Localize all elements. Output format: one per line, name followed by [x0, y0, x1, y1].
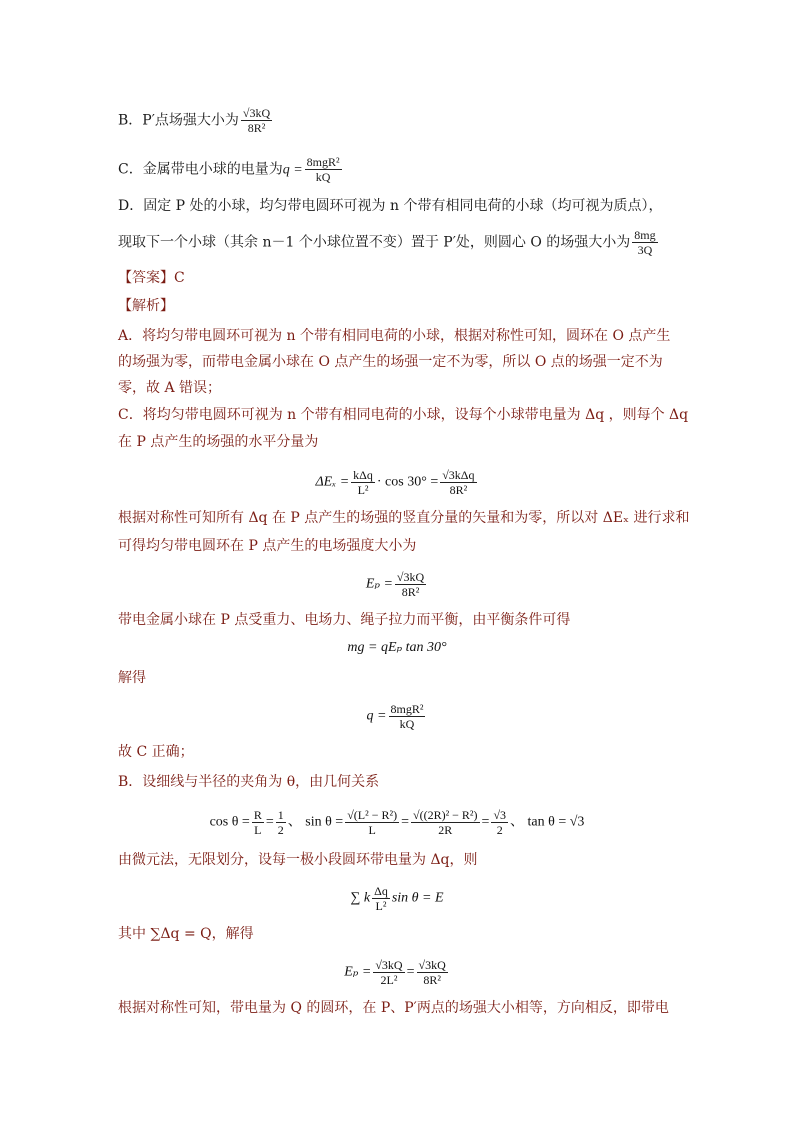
eq5-n5: √3 — [493, 808, 507, 822]
equation-4 — [0, 702, 794, 731]
option-b-numerator: √3kQ — [242, 106, 271, 120]
eq7-eq: = — [406, 964, 415, 980]
option-c-prefix: C． — [118, 161, 143, 178]
eq5-n2: 1 — [277, 808, 284, 822]
eq5-d3: L — [368, 823, 376, 837]
eq5-frac3 — [345, 808, 399, 837]
para-c3: 带电金属小球在 P 点受重力、电场力、绳子拉力而平衡，由平衡条件可得 — [118, 612, 571, 628]
para-c-line2: 在 P 点产生的场强的水平分量为 — [118, 434, 319, 450]
option-c-denominator: kQ — [315, 170, 331, 184]
eq1-mid: · cos 30° = — [376, 474, 439, 490]
equation-2 — [0, 570, 794, 599]
equation-6 — [0, 884, 794, 913]
option-d-numerator: 8mg — [634, 228, 656, 242]
eq5-p1: cos θ = — [209, 814, 250, 830]
para-b4: 根据对称性可知，带电量为 Q 的圆环，在 P、P′两点的场强大小相等，方向相反，即带电 — [118, 1000, 669, 1016]
eq5-p3: 、 sin θ = — [287, 814, 344, 830]
para-a-line3: 零，故 A 错误； — [118, 380, 222, 396]
eq6-rest: sin θ = E — [391, 890, 444, 906]
eq7-frac2 — [417, 958, 448, 987]
option-c-numerator: 8mgR² — [306, 155, 340, 169]
eq7-d2: 8R² — [423, 973, 441, 987]
eq2-den: 8R² — [401, 585, 420, 599]
option-d-line2 — [118, 228, 660, 257]
option-d-line2-text: 现取下一个小球（其余 n－1 个小球位置不变）置于 P′处，则圆心 O 的场强大小为 — [118, 234, 631, 251]
option-c — [118, 155, 344, 184]
option-b-fraction — [241, 106, 272, 135]
option-b-prefix: B． — [118, 112, 143, 129]
analysis-label: 【解析】 — [118, 298, 174, 314]
eq1-n2: √3kΔq — [442, 468, 475, 482]
answer-value: C — [174, 270, 185, 286]
option-c-fraction — [305, 155, 342, 184]
eq5-n1: R — [253, 808, 262, 822]
eq5-d4: 2R — [438, 823, 453, 837]
eq2-lhs: Eₚ = — [365, 576, 393, 592]
eq7-n2: √3kQ — [418, 958, 446, 972]
para-c-line1: C．将均匀带电圆环可视为 n 个带有相同电荷的小球，设每个小球带电量为 Δq ，则每个 Δq — [118, 407, 689, 423]
eq4-frac — [389, 702, 426, 731]
eq4-lhs: q = — [366, 708, 387, 724]
eq1-frac1 — [351, 468, 375, 497]
option-d-denominator: 3Q — [637, 243, 653, 257]
eq7-n1: √3kQ — [375, 958, 403, 972]
para-b: B．设细线与半径的夹角为 θ，由几何关系 — [118, 774, 380, 790]
eq1-n1: kΔq — [353, 468, 373, 482]
answer-label: 【答案】 — [118, 270, 174, 286]
para-a-line2: 的场强为零，而带电金属小球在 O 点产生的场强一定不为零，所以 O 点的场强一定不为 — [118, 354, 663, 370]
eq5-frac1 — [252, 808, 264, 837]
eq1-frac2 — [440, 468, 476, 497]
eq1-d1: L² — [357, 483, 369, 497]
answer-line — [118, 268, 185, 288]
eq4-den: kQ — [399, 717, 415, 731]
para-b2: 由微元法，无限划分，设每一极小段圆环带电量为 Δq，则 — [118, 852, 478, 868]
eq5-d2: 2 — [277, 823, 284, 837]
eq5-d5: 2 — [496, 823, 503, 837]
option-c-text: 金属带电小球的电量为 — [142, 161, 283, 178]
eq2-frac — [395, 570, 426, 599]
eq6-den: L² — [375, 899, 387, 913]
eq5-n3: √(L² − R²) — [347, 808, 398, 822]
eq5-d1: L — [254, 823, 262, 837]
solve-label: 解得 — [118, 670, 146, 686]
eq7-d1: 2L² — [380, 973, 398, 987]
equation-5 — [0, 808, 794, 837]
c-correct: 故 C 正确； — [118, 744, 194, 760]
para-c2-line1: 根据对称性可知所有 Δq 在 P 点产生的场强的竖直分量的矢量和为零，所以对 ΔEₓ 进行求和 — [118, 510, 690, 526]
eq5-frac4 — [411, 808, 480, 837]
eq5-p4: = — [401, 814, 409, 830]
eq2-num: √3kQ — [396, 570, 425, 584]
option-c-lhs: q = — [282, 162, 303, 178]
eq4-num: 8mgR² — [390, 702, 424, 716]
equation-7 — [0, 958, 794, 987]
equation-1 — [0, 468, 794, 497]
option-d-line1: D．固定 P 处的小球，均匀带电圆环可视为 n 个带有相同电荷的小球（均可视为质点）， — [118, 198, 663, 214]
eq1-lhs: ΔEₓ = — [315, 474, 350, 490]
eq5-p5: = — [481, 814, 490, 830]
option-b — [118, 106, 274, 135]
equation-3: mg = qEₚ tan 30° — [347, 640, 447, 655]
para-b3: 其中 ∑Δq = Q，解得 — [118, 926, 254, 942]
option-d-fraction — [632, 228, 657, 257]
para-a-line1: A．将均匀带电圆环可视为 n 个带有相同电荷的小球，根据对称性可知，圆环在 O 点产生 — [118, 328, 671, 344]
eq1-d2: 8R² — [449, 483, 468, 497]
eq5-p2: = — [265, 814, 274, 830]
eq7-frac1 — [373, 958, 404, 987]
eq5-p6: 、 tan θ = √3 — [510, 814, 585, 830]
eq7-lhs: Eₚ = — [344, 964, 372, 980]
eq5-n4: √((2R)² − R²) — [412, 808, 478, 822]
eq6-num: Δq — [374, 884, 388, 898]
option-b-text: P′点场强大小为 — [142, 112, 239, 129]
para-c2-line2: 可得均匀带电圆环在 P 点产生的电场强度大小为 — [118, 538, 417, 554]
eq6-sum: ∑ k — [350, 890, 371, 906]
eq5-frac5 — [491, 808, 508, 837]
eq6-frac — [372, 884, 390, 913]
option-b-denominator: 8R² — [247, 121, 266, 135]
eq5-frac2 — [276, 808, 286, 837]
